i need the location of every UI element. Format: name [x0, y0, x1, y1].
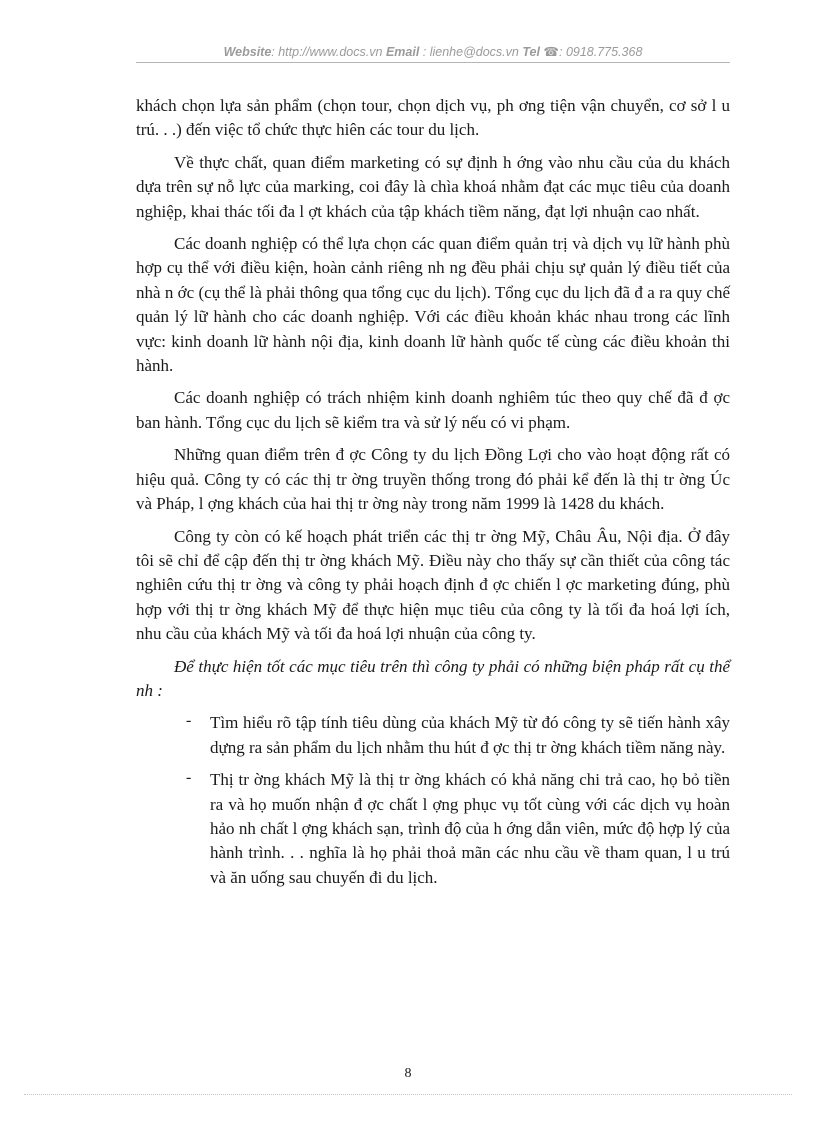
header-divider	[136, 62, 730, 63]
website-value: : http://www.docs.vn	[271, 45, 383, 59]
paragraph-6: Công ty còn có kế hoạch phát triển các thị tr ờng Mỹ, Châu Âu, Nội địa. Ở đây tôi sẽ chỉ để cập đến thị tr ờng khách Mỹ. Điều này cho thấy sự cần thiết của công tác nghiên cứu thị tr ờng và công ty phải hoạch định đ ợc chiến l ợc marketing đúng, phù hợp với thị tr ờng khách Mỹ để thực hiện mục tiêu của công ty là tối đa hoá lợi ích, nhu cầu của khách Mỹ và tối đa hoá lợi nhuận của công ty.	[136, 526, 730, 644]
document-body	[136, 94, 730, 898]
paragraph-2: Về thực chất, quan điểm marketing có sự định h ớng vào nhu cầu của du khách dựa trên sự nỗ lực của marking, coi đây là chìa khoá nhằm đạt các mục tiêu của doanh nghiệp, khai thác tối đa l ợt khách của tập khách tiềm năng, đạt lợi nhuận cao nhất.	[136, 152, 730, 221]
tel-label: Tel	[522, 45, 540, 59]
page-number: 8	[404, 1066, 412, 1081]
paragraph-4: Các doanh nghiệp có trách nhiệm kinh doanh nghiêm túc theo quy chế đã đ ợc ban hành. Tổng cục du lịch sẽ kiểm tra và sử lý nếu có vi phạm.	[136, 388, 730, 432]
paragraph-7: Để thực hiện tốt các mục tiêu trên thì công ty phải có những biện pháp rất cụ thể nh :	[136, 656, 730, 700]
footer-divider	[24, 1094, 792, 1095]
list-item	[186, 768, 730, 890]
list-item-text: Thị tr ờng khách Mỹ là thị tr ờng khách có khả năng chi trả cao, họ bỏ tiền ra và họ muốn nhận đ ợc chất l ợng phục vụ tốt cùng với các dịch vụ hoàn hảo nh chất l ợng khách sạn, trình độ của h ớng dẫn viên, mức độ hợp lý của hành trình. . . nghĩa là họ phải thoả mãn các nhu cầu về tham quan, l u trú và ăn uống sau chuyến đi du lịch.	[210, 770, 730, 887]
email-value: : lienhe@docs.vn	[419, 45, 519, 59]
paragraph-1: khách chọn lựa sản phẩm (chọn tour, chọn dịch vụ, ph ơng tiện vận chuyển, cơ sở l u trú. . .) đến việc tổ chức thực hiên các tour du lịch.	[136, 96, 730, 140]
email-label: Email	[385, 45, 420, 59]
bullet-list	[136, 711, 730, 890]
paragraph-5: Những quan điểm trên đ ợc Công ty du lịch Đồng Lợi cho vào hoạt động rất có hiệu quả. Công ty có các thị tr ờng truyền thống trong đó phải kể đến là thị tr ờng Úc và Pháp, l ợng khách của hai thị tr ờng này trong năm 1999 là 1428 du khách.	[136, 445, 730, 514]
website-label: Website	[223, 45, 272, 59]
bullet-dash: -	[186, 769, 192, 787]
list-item-text: Tìm hiểu rõ tập tính tiêu dùng của khách Mỹ từ đó công ty sẽ tiến hành xây dựng ra sản phẩm du lịch nhằm thu hút đ ợc thị tr ờng khách tiềm năng này.	[210, 713, 730, 757]
tel-value: ☎: 0918.775.368	[539, 45, 643, 59]
paragraph-3: Các doanh nghiệp có thể lựa chọn các quan điểm quản trị và dịch vụ lữ hành phù hợp cụ thể với điều kiện, hoàn cảnh riêng nh ng đều phải chịu sự quản lý điều tiết của nhà n ớc (cụ thể là phải thông qua tổng cục du lịch). Tổng cục du lịch đã đ a ra quy chế quản lý lữ hành cho các doanh nghiệp. Với các điều khoản khác nhau trong các lĩnh vực: kinh doanh lữ hành nội địa, kinh doanh lữ hành quốc tế cùng các điều khoản thi hành.	[136, 234, 730, 376]
page-header	[136, 44, 730, 64]
list-item	[186, 711, 730, 760]
bullet-dash: -	[186, 712, 192, 730]
